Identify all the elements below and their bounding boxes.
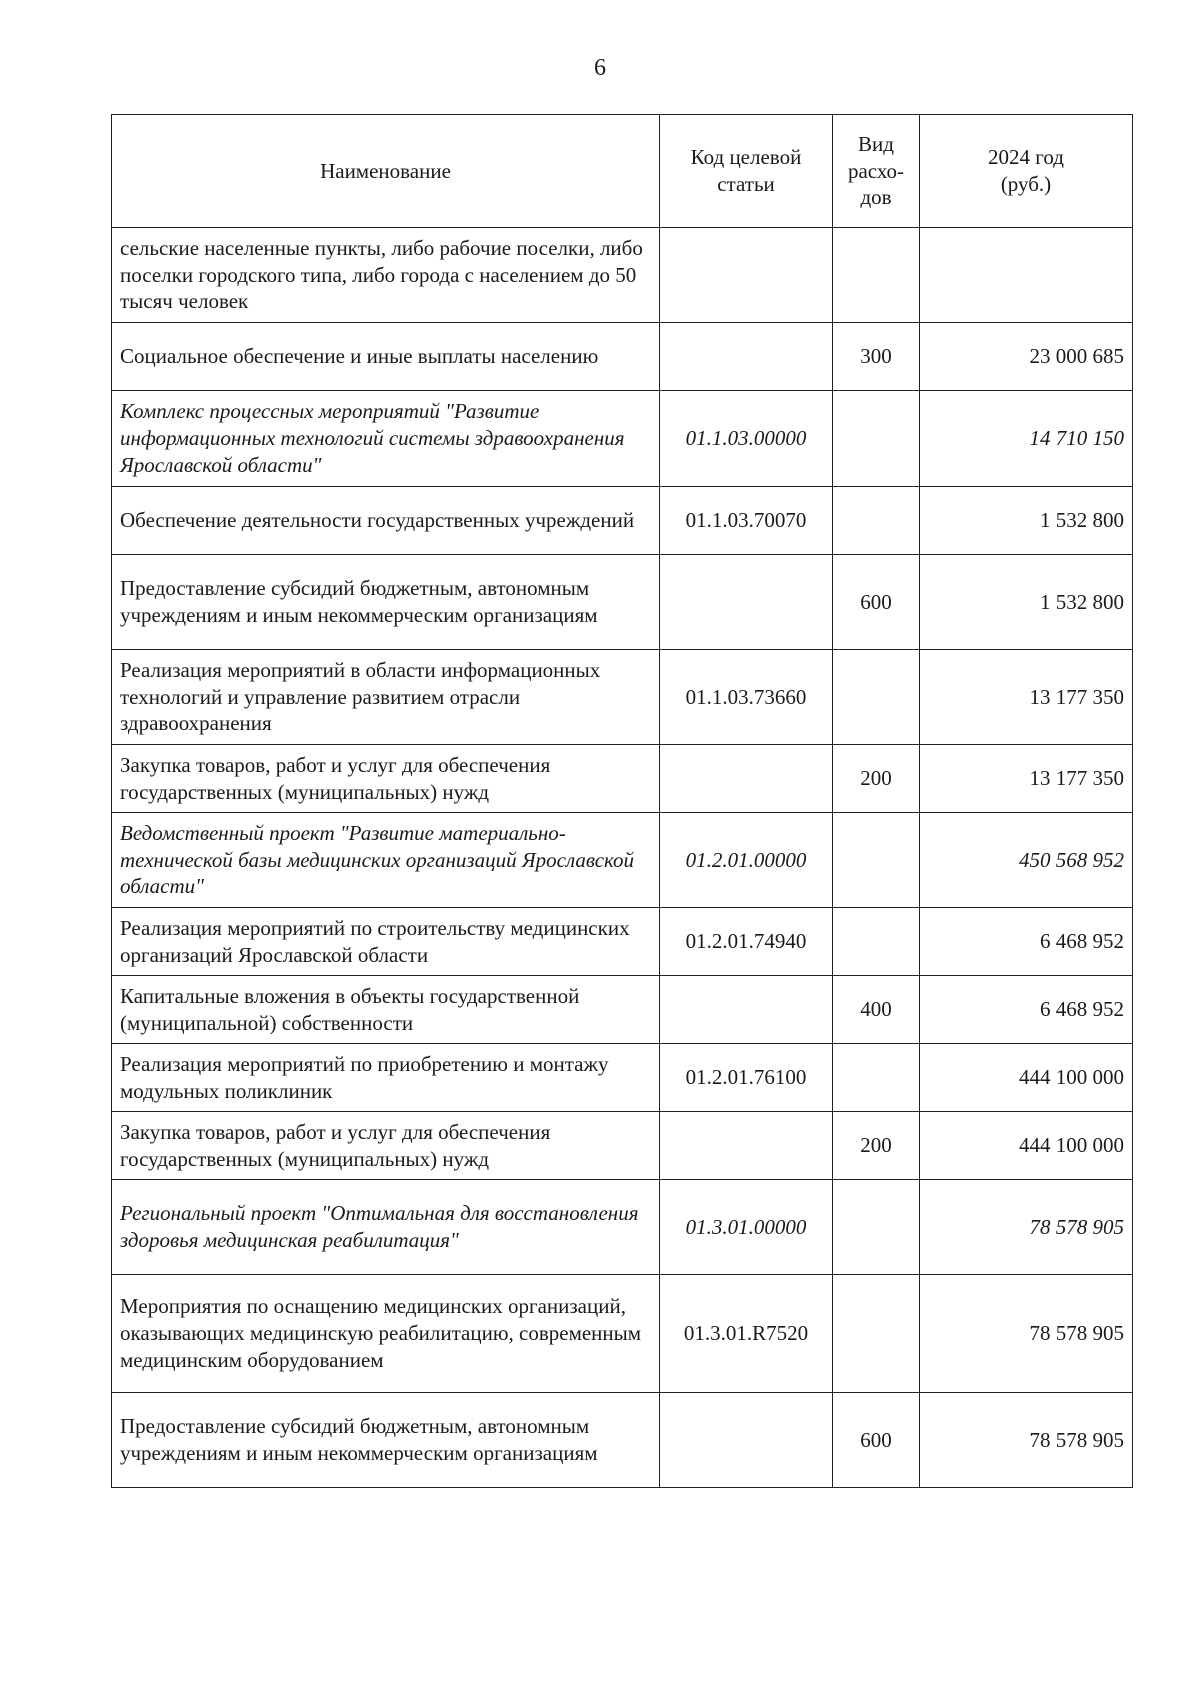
table-row xyxy=(112,1393,1133,1488)
cell-type: 600 xyxy=(833,555,920,650)
header-code-line: статьи xyxy=(717,172,775,196)
header-code-line: Код целевой xyxy=(690,145,802,170)
cell-type xyxy=(833,391,920,487)
header-amount xyxy=(920,115,1133,228)
cell-amount: 13 177 350 xyxy=(920,650,1133,745)
table-row xyxy=(112,745,1133,813)
cell-amount: 6 468 952 xyxy=(920,976,1133,1044)
cell-type: 400 xyxy=(833,976,920,1044)
header-type-line: дов xyxy=(860,185,892,210)
cell-code: 01.2.01.00000 xyxy=(660,813,833,908)
cell-amount: 450 568 952 xyxy=(920,813,1133,908)
cell-code xyxy=(660,228,833,323)
cell-type xyxy=(833,650,920,745)
cell-amount: 14 710 150 xyxy=(920,391,1133,487)
table-row xyxy=(112,813,1133,908)
cell-type: 200 xyxy=(833,1112,920,1180)
cell-code: 01.3.01.00000 xyxy=(660,1180,833,1275)
table-row xyxy=(112,976,1133,1044)
cell-code: 01.1.03.70070 xyxy=(660,487,833,555)
cell-amount: 1 532 800 xyxy=(920,487,1133,555)
table-row xyxy=(112,323,1133,391)
table-row xyxy=(112,391,1133,487)
cell-amount: 1 532 800 xyxy=(920,555,1133,650)
table-row xyxy=(112,555,1133,650)
cell-name: Мероприятия по оснащению медицинских организаций, оказывающих медицинскую реабилитацию, современным медицинским оборудованием xyxy=(112,1275,660,1393)
header-name-label: Наименование xyxy=(320,158,451,183)
cell-amount: 23 000 685 xyxy=(920,323,1133,391)
cell-code xyxy=(660,976,833,1044)
cell-type xyxy=(833,228,920,323)
header-name xyxy=(112,115,660,228)
header-amount-line: 2024 год xyxy=(988,145,1064,170)
cell-code: 01.3.01.R7520 xyxy=(660,1275,833,1393)
table-row xyxy=(112,228,1133,323)
table-body xyxy=(112,228,1133,1488)
cell-code: 01.2.01.76100 xyxy=(660,1044,833,1112)
cell-code xyxy=(660,745,833,813)
table-row xyxy=(112,1180,1133,1275)
cell-code xyxy=(660,1112,833,1180)
cell-name: Обеспечение деятельности государственных учреждений xyxy=(112,487,660,555)
table-row xyxy=(112,1112,1133,1180)
cell-type: 200 xyxy=(833,745,920,813)
header-type-line: расхо- xyxy=(847,158,905,183)
cell-amount xyxy=(920,228,1133,323)
cell-name: Реализация мероприятий по строительству медицинских организаций Ярославской области xyxy=(112,908,660,976)
cell-name: Региональный проект "Оптимальная для восстановления здоровья медицинская реабилитация" xyxy=(112,1180,660,1275)
cell-name: Социальное обеспечение и иные выплаты населению xyxy=(112,323,660,391)
cell-code: 01.1.03.00000 xyxy=(660,391,833,487)
cell-name: Предоставление субсидий бюджетным, автономным учреждениям и иным некоммерческим организациям xyxy=(112,1393,660,1488)
budget-table xyxy=(111,114,1133,1488)
cell-name: Реализация мероприятий в области информационных технологий и управление развитием отрасли здравоохранения xyxy=(112,650,660,745)
cell-name: Капитальные вложения в объекты государственной (муниципальной) собственности xyxy=(112,976,660,1044)
cell-type xyxy=(833,1180,920,1275)
cell-name: Комплекс процессных мероприятий "Развитие информационных технологий системы здравоохранения Ярославской области" xyxy=(112,391,660,487)
cell-code: 01.1.03.73660 xyxy=(660,650,833,745)
table-row xyxy=(112,908,1133,976)
cell-type xyxy=(833,908,920,976)
cell-type: 600 xyxy=(833,1393,920,1488)
table-row xyxy=(112,1275,1133,1393)
cell-type xyxy=(833,1275,920,1393)
header-amount-line: (руб.) xyxy=(1000,172,1052,196)
cell-amount: 78 578 905 xyxy=(920,1393,1133,1488)
page-number: 6 xyxy=(594,55,606,81)
cell-name: Реализация мероприятий по приобретению и монтажу модульных поликлиник xyxy=(112,1044,660,1112)
table-header-row xyxy=(112,115,1133,228)
header-type-line: Вид xyxy=(858,131,894,156)
cell-code xyxy=(660,1393,833,1488)
cell-code: 01.2.01.74940 xyxy=(660,908,833,976)
cell-name: Предоставление субсидий бюджетным, автономным учреждениям и иным некоммерческим организациям xyxy=(112,555,660,650)
cell-amount: 13 177 350 xyxy=(920,745,1133,813)
cell-amount: 444 100 000 xyxy=(920,1044,1133,1112)
cell-type xyxy=(833,487,920,555)
cell-name: Закупка товаров, работ и услуг для обеспечения государственных (муниципальных) нужд xyxy=(112,745,660,813)
cell-amount: 6 468 952 xyxy=(920,908,1133,976)
cell-name: сельские населенные пункты, либо рабочие поселки, либо поселки городского типа, либо города с населением до 50 тысяч человек xyxy=(112,228,660,323)
header-type xyxy=(833,115,920,228)
cell-type xyxy=(833,1044,920,1112)
cell-amount: 78 578 905 xyxy=(920,1275,1133,1393)
table-row xyxy=(112,487,1133,555)
cell-amount: 444 100 000 xyxy=(920,1112,1133,1180)
cell-code xyxy=(660,555,833,650)
cell-type xyxy=(833,813,920,908)
cell-name: Закупка товаров, работ и услуг для обеспечения государственных (муниципальных) нужд xyxy=(112,1112,660,1180)
table-row xyxy=(112,1044,1133,1112)
cell-name: Ведомственный проект "Развитие материально-технической базы медицинских организаций Ярославской области" xyxy=(112,813,660,908)
cell-amount: 78 578 905 xyxy=(920,1180,1133,1275)
table-row xyxy=(112,650,1133,745)
cell-code xyxy=(660,323,833,391)
cell-type: 300 xyxy=(833,323,920,391)
header-code xyxy=(660,115,833,228)
